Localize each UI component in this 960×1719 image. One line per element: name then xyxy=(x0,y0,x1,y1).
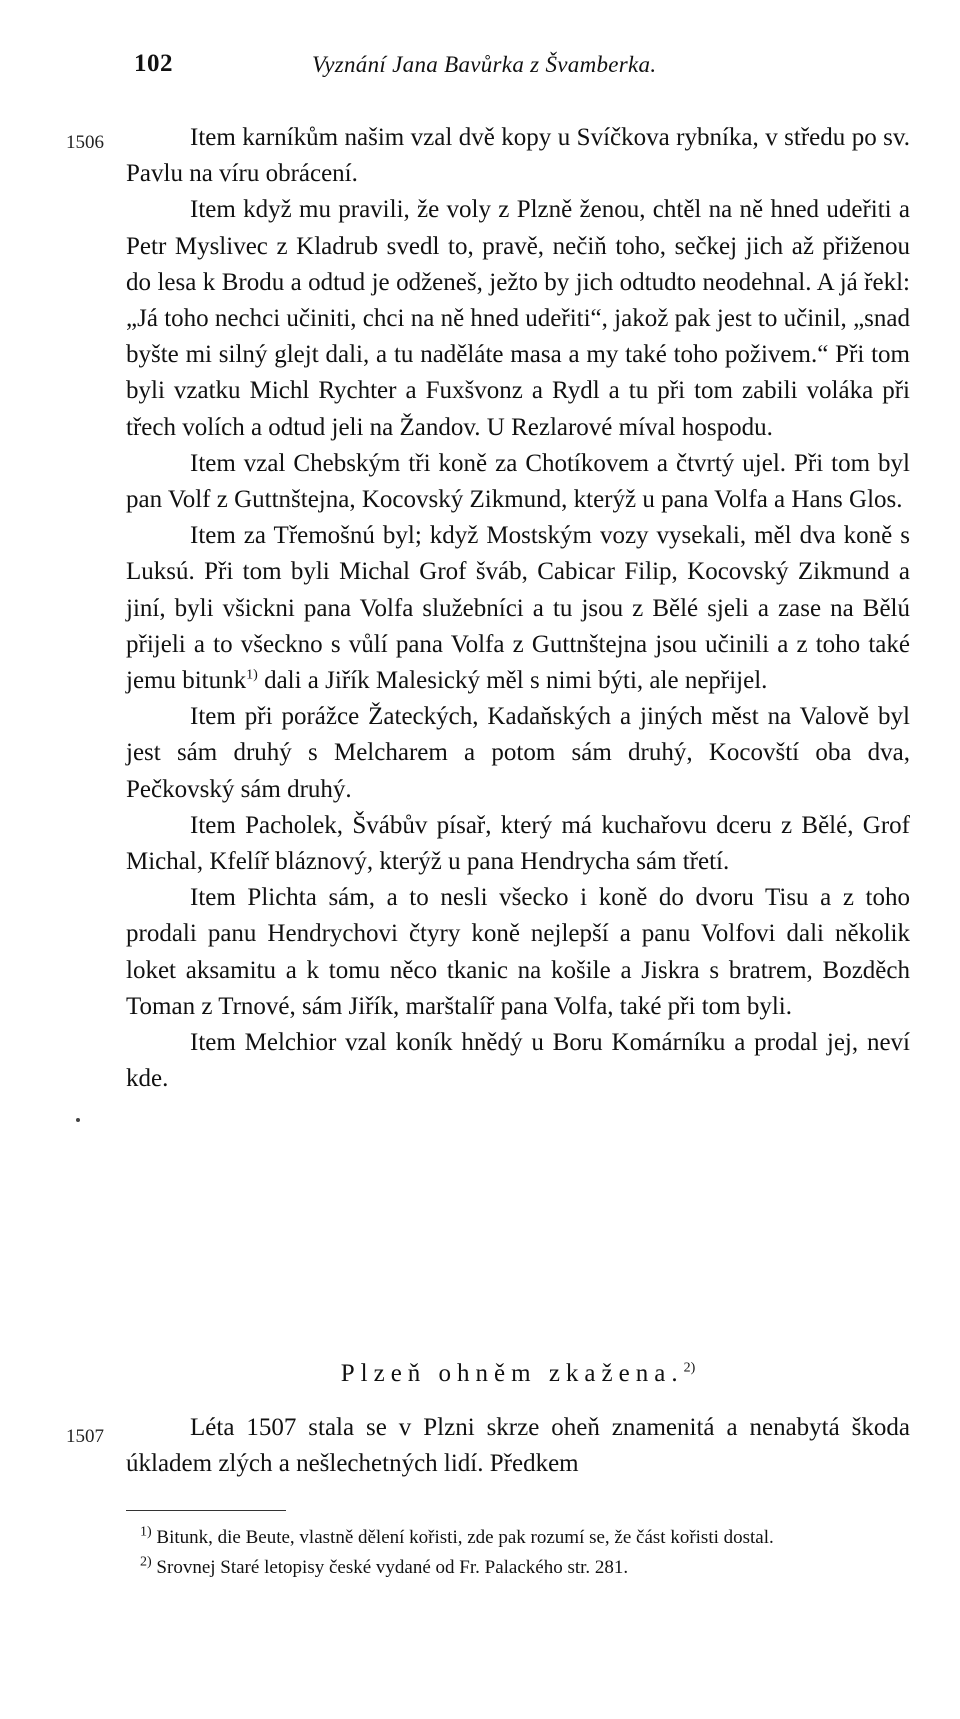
running-title: Vyznání Jana Bavůrka z Švamberka. xyxy=(312,52,657,77)
footnote-text: Srovnej Staré letopisy české vydané od Fr. Palackého str. 281. xyxy=(151,1557,629,1578)
paragraph: Item Plichta sám, a to nesli všecko i koně do dvoru Tisu a z toho prodali panu Hendrychovi čtyry koně nejlepší a panu Volfovi dali několik loket aksamitu a k tomu něco tkanic na košile a Jiskra s bratrem, Bozděch Toman z Trnové, sám Jiřík, marštalíř pana Volfa, také při tom byli. xyxy=(126,884,910,1020)
footnotes xyxy=(126,1523,910,1583)
paragraph: Item vzal Chebským tři koně za Chotíkovem a čtvrtý ujel. Při tom byl pan Volf z Guttnštejna, Kocovský Zikmund, kterýž u pana Volfa a Hans Glos. xyxy=(126,449,910,514)
footnote-1 xyxy=(126,1523,910,1553)
section-heading-text: Plzeň ohněm zkažena. xyxy=(340,1360,684,1387)
footnote-text: Bitunk, die Beute, vlastně dělení kořisti, zde pak rozumí se, že část kořisti dostal. xyxy=(151,1527,774,1548)
margin-year-1507: 1507 xyxy=(66,1426,104,1447)
margin-dot xyxy=(76,1118,80,1122)
paragraph: Léta 1507 stala se v Plzni skrze oheň znamenitá a nenabytá škoda úkladem zlých a nešlechetných lidí. Předkem xyxy=(126,1414,910,1478)
main-text xyxy=(126,120,910,1097)
page-number: 102 xyxy=(134,50,173,77)
paragraph-text-cont: dali a Jiřík Malesický měl s nimi býti, ale nepřijel. xyxy=(257,667,768,695)
margin-year-1506: 1506 xyxy=(66,132,104,153)
paragraph-with-footnote xyxy=(126,518,910,699)
footnote-2 xyxy=(126,1553,910,1583)
paragraph: Item karníkům našim vzal dvě kopy u Svíčkova rybníka, v středu po sv. Pavlu na víru obrácení. xyxy=(126,124,910,188)
section-heading xyxy=(126,1360,910,1388)
paragraph: Item Pacholek, Švábův písař, který má kuchařovu dceru z Bělé, Grof Michal, Kfelíř bláznový, kterýž u pana Hendrycha sám třetí. xyxy=(126,811,910,876)
paragraph-text: Item za Třemošnú byl; když Mostským vozy vysekali, měl dva koně s Luksú. Při tom byli Michal Grof šváb, Cabicar Filip, Kocovský Zikmund a jiní, byli všickni pana Volfa služebníci a tu jsou z Bělé sjeli a zase na Bělú přijeli a to všeckno s vůlí pana Volfa z Guttnštejna jsou učinili a z toho také jemu bitunk xyxy=(126,522,910,695)
paragraph: Item když mu pravili, že voly z Plzně ženou, chtěl na ně hned udeřiti a Petr Myslivec z Kladrub svedl to, pravě, nečiň toho, sečkej jich až přiženou do lesa k Brodu a odtud je odženeš, ježto by jich odtudto neodehnal. A já řekl: „Já toho nechci učiniti, chci na ně hned udeřiti“, jakož pak jest to učinil, „snad byšte mi silný glejt dali, a tu naděláte masa a my také toho poživem.“ Při tom byli vzatku Michl Rychter a Fuxšvonz a Rydl a tu při tom zabili voláka při třech volích a odtud jeli na Žandov. U Rezlarové míval hospodu. xyxy=(126,196,910,441)
page-header xyxy=(124,50,924,84)
footnote-ref-1: 1) xyxy=(246,667,258,683)
section-text xyxy=(126,1410,910,1482)
footnote-marker: 1) xyxy=(140,1524,152,1540)
paragraph: Item Melchior vzal koník hnědý u Boru Komárníku a prodal jej, neví kde. xyxy=(126,1029,910,1093)
footnote-ref-2: 2) xyxy=(683,1360,696,1376)
paragraph: Item při porážce Žateckých, Kadaňských a jiných měst na Valově byl jest sám druhý s Melcharem a potom sám druhý, Kocovští oba dva, Pečkovský sám druhý. xyxy=(126,703,910,803)
footnote-rule xyxy=(126,1510,286,1511)
footnote-marker: 2) xyxy=(140,1554,152,1570)
